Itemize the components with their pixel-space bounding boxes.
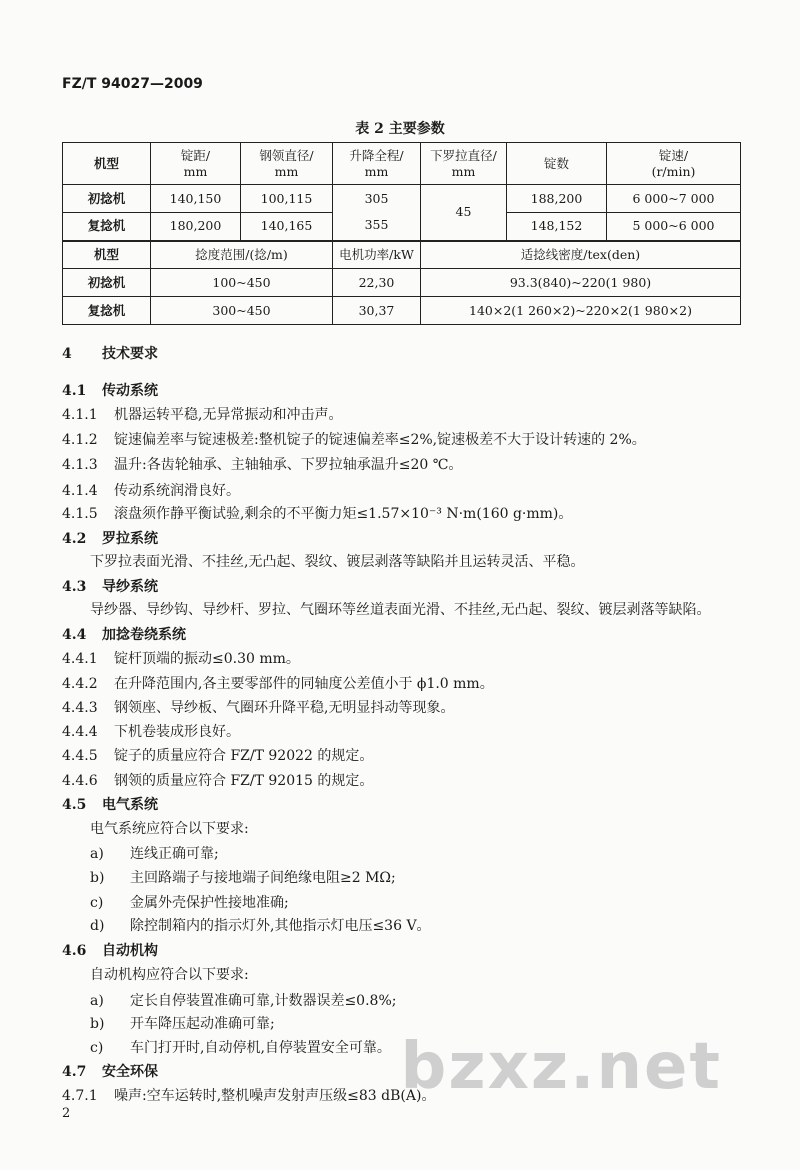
- table-cell: 140,150: [151, 185, 241, 213]
- table-header-row-1: [63, 143, 741, 185]
- section-heading: 电气系统: [102, 797, 158, 813]
- table-header-cell: 适捻线密度/tex(den): [421, 241, 741, 269]
- body-line: [62, 624, 186, 644]
- clause-number: b): [90, 1016, 105, 1032]
- clause-text: 下罗拉表面光滑、不挂丝,无凸起、裂纹、镀层剥落等缺陷并且运转灵活、平稳。: [90, 554, 585, 570]
- clause-number: 4.1.5: [62, 506, 98, 522]
- body-line: [90, 1037, 391, 1057]
- table-row: [63, 269, 741, 297]
- clause-number: 4.2: [62, 531, 87, 547]
- clause-text: 机器运转平稳,无异常振动和冲击声。: [114, 407, 343, 423]
- table-cell: 复捻机: [63, 213, 151, 241]
- page-number: 2: [62, 1106, 71, 1121]
- body-line: [90, 599, 710, 619]
- clause-number: 4.4.5: [62, 748, 98, 764]
- clause-number: 4.1.3: [62, 457, 98, 473]
- clause-text: 金属外壳保护性接地准确;: [130, 895, 289, 911]
- clause-number: 4.3: [62, 579, 87, 595]
- body-line: [62, 940, 158, 960]
- body-line: [62, 770, 373, 790]
- body-line: [62, 480, 240, 500]
- table-header-cell: 机型: [63, 241, 151, 269]
- table-header-cell: 锭距/ mm: [151, 143, 241, 185]
- table-header-cell: 下罗拉直径/ mm: [421, 143, 507, 185]
- table-cell-line: 355: [364, 217, 389, 233]
- table-cell: 初捻机: [63, 185, 151, 213]
- body-line: [62, 429, 646, 449]
- clause-text: 下机卷装成形良好。: [114, 724, 240, 740]
- clause-number: c): [90, 895, 104, 911]
- clause-text: 电气系统应符合以下要求:: [90, 821, 249, 837]
- clause-text: 温升:各齿轮轴承、主轴轴承、下罗拉轴承温升≤20 ℃。: [114, 457, 463, 473]
- body-line: [62, 528, 158, 548]
- clause-number: 4.7: [62, 1064, 87, 1080]
- table-header-cell: 电机功率/kW: [333, 241, 421, 269]
- table-header-cell: 锭数: [507, 143, 607, 185]
- clause-number: 4.1.1: [62, 407, 98, 423]
- clause-number: 4.1.2: [62, 432, 98, 448]
- body-line: [90, 915, 431, 935]
- clause-number: 4.4.3: [62, 700, 98, 716]
- section-heading: 罗拉系统: [102, 531, 158, 547]
- body-line: [90, 892, 289, 912]
- body-line: [90, 551, 584, 571]
- clause-number: 4.1.4: [62, 483, 98, 499]
- watermark: bzxz.net: [400, 1030, 722, 1104]
- table-cell: 45: [421, 185, 507, 241]
- table-row: [63, 297, 741, 325]
- body-line: [90, 990, 396, 1010]
- clause-number: c): [90, 1040, 104, 1056]
- parameters-table: [62, 142, 741, 325]
- clause-number: 4.5: [62, 797, 87, 813]
- clause-number: a): [90, 846, 104, 862]
- table-cell-line: 305: [364, 191, 389, 207]
- section-heading: 自动机构: [102, 943, 158, 959]
- clause-text: 滚盘须作静平衡试验,剩余的不平衡力矩≤1.57×10⁻³ N·m(160 g·mm)。: [114, 506, 573, 522]
- table-cell: [333, 185, 421, 241]
- clause-text: 定长自停装置准确可靠,计数器误差≤0.8%;: [130, 993, 397, 1009]
- table-cell: 30,37: [333, 297, 421, 325]
- body-line: [62, 648, 300, 668]
- clause-text: 车门打开时,自动停机,自停装置安全可靠。: [130, 1040, 391, 1056]
- body-line: [90, 867, 396, 887]
- table-cell: 148,152: [507, 213, 607, 241]
- clause-number: b): [90, 870, 105, 886]
- clause-text: 在升降范围内,各主要零部件的同轴度公差值小于 ϕ1.0 mm。: [114, 676, 494, 692]
- table-header-row-2: [63, 241, 741, 269]
- table-cell: 140,165: [241, 213, 333, 241]
- table-cell: 初捻机: [63, 269, 151, 297]
- clause-number: 4.7.1: [62, 1088, 98, 1104]
- table-header-cell: 捻度范围/(捻/m): [151, 241, 333, 269]
- table-header-cell: 升降全程/ mm: [333, 143, 421, 185]
- clause-text: 除控制箱内的指示灯外,其他指示灯电压≤36 V。: [130, 918, 431, 934]
- body-line: [90, 1013, 275, 1033]
- standard-number: FZ/T 94027—2009: [62, 76, 203, 92]
- clause-text: 自动机构应符合以下要求:: [90, 967, 249, 983]
- body-line: [62, 343, 158, 363]
- table-row: [63, 185, 741, 213]
- clause-text: 钢领的质量应符合 FZ/T 92015 的规定。: [114, 773, 374, 789]
- clause-text: 导纱器、导纱钩、导纱杆、罗拉、气圈环等丝道表面光滑、不挂丝,无凸起、裂纹、镀层剥落等缺陷。: [90, 602, 711, 618]
- clause-text: 开车降压起动准确可靠;: [130, 1016, 275, 1032]
- clause-text: 锭子的质量应符合 FZ/T 92022 的规定。: [114, 748, 374, 764]
- body-line: [62, 380, 158, 400]
- table-cell: 22,30: [333, 269, 421, 297]
- clause-text: 锭杆顶端的振动≤0.30 mm。: [114, 651, 300, 667]
- table-cell: 93.3(840)~220(1 980): [421, 269, 741, 297]
- body-line: [62, 673, 494, 693]
- table-cell: 复捻机: [63, 297, 151, 325]
- body-line: [62, 794, 158, 814]
- clause-text: 锭速偏差率与锭速极差:整机锭子的锭速偏差率≤2%,锭速极差不大于设计转速的 2%。: [114, 432, 646, 448]
- section-heading: 安全环保: [102, 1064, 158, 1080]
- clause-number: 4.4.4: [62, 724, 98, 740]
- body-line: [62, 1061, 158, 1081]
- clause-number: 4.4.6: [62, 773, 98, 789]
- table-cell: 140×2(1 260×2)~220×2(1 980×2): [421, 297, 741, 325]
- table-cell: 188,200: [507, 185, 607, 213]
- section-heading: 技术要求: [102, 346, 158, 362]
- section-heading: 传动系统: [102, 383, 158, 399]
- body-line: [90, 964, 249, 984]
- body-line: [62, 576, 158, 596]
- section-heading: 导纱系统: [102, 579, 158, 595]
- table-cell: 6 000~7 000: [607, 185, 741, 213]
- body-line: [62, 454, 462, 474]
- table-header-cell: 机型: [63, 143, 151, 185]
- clause-number: 4.6: [62, 943, 87, 959]
- clause-text: 噪声:空车运转时,整机噪声发射声压级≤83 dB(A)。: [114, 1088, 436, 1104]
- body-line: [62, 503, 572, 523]
- body-line: [90, 818, 249, 838]
- clause-number: 4.4.1: [62, 651, 98, 667]
- section-heading: 加捻卷绕系统: [102, 627, 186, 643]
- table-cell: 100~450: [151, 269, 333, 297]
- table-cell: 180,200: [151, 213, 241, 241]
- table-cell: 100,115: [241, 185, 333, 213]
- clause-text: 连线正确可靠;: [130, 846, 219, 862]
- table-header-cell: 锭速/ (r/min): [607, 143, 741, 185]
- clause-text: 主回路端子与接地端子间绝缘电阻≥2 MΩ;: [130, 870, 396, 886]
- clause-number: 4.1: [62, 383, 87, 399]
- body-line: [62, 721, 240, 741]
- body-line: [62, 404, 342, 424]
- body-line: [62, 697, 454, 717]
- table-cell: 5 000~6 000: [607, 213, 741, 241]
- table-header-cell: 钢领直径/ mm: [241, 143, 333, 185]
- clause-text: 钢领座、导纱板、气圈环升降平稳,无明显抖动等现象。: [114, 700, 455, 716]
- body-line: [62, 1085, 435, 1105]
- clause-number: d): [90, 918, 105, 934]
- clause-text: 传动系统润滑良好。: [114, 483, 240, 499]
- clause-number: 4.4: [62, 627, 87, 643]
- table-cell: 300~450: [151, 297, 333, 325]
- body-line: [62, 745, 373, 765]
- table-caption: 表 2 主要参数: [355, 121, 445, 137]
- body-line: [90, 843, 219, 863]
- clause-number: 4: [62, 346, 72, 362]
- clause-number: a): [90, 993, 104, 1009]
- clause-number: 4.4.2: [62, 676, 98, 692]
